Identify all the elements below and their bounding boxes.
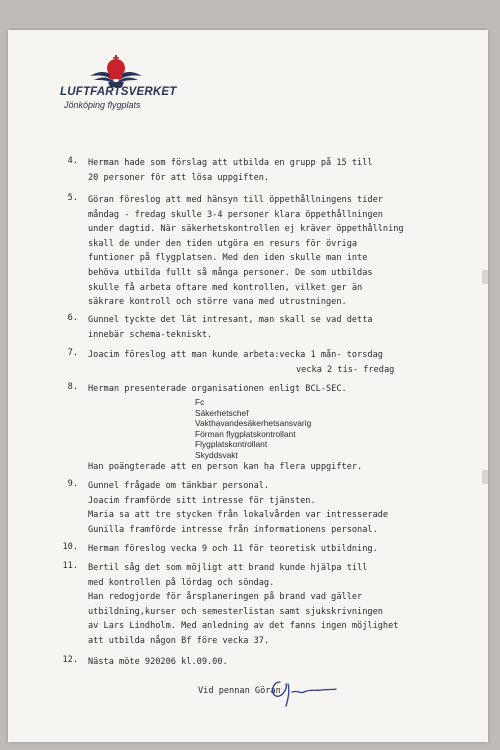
minutes-item-6 (67, 313, 373, 342)
minutes-item-5 (67, 193, 404, 310)
organisation-roles (195, 397, 311, 461)
item-line: måndag - fredag skulle 3-4 personer klara öppethållningen (88, 209, 383, 220)
item-number: 12. (62, 655, 78, 665)
minutes-item-4 (67, 156, 373, 185)
role-item: Fc (195, 397, 205, 407)
item-line: funtioner på flygplatsen. Med den iden skulle man inte (88, 253, 368, 264)
item-8-note (88, 460, 362, 475)
item-line: Gunnel frågade om tänkbar personal. (88, 481, 270, 491)
item-number: 8. (67, 382, 78, 392)
punch-hole (482, 470, 488, 484)
item-line: Herman föreslog vecka 9 och 11 för teoretisk utbildning. (88, 544, 378, 554)
item-line: Maria sa att tre stycken från lokalvården var intresserade (88, 510, 389, 521)
role-item: Förman flygplatskontrollant (195, 428, 296, 439)
item-number: 11. (62, 561, 78, 571)
item-line: Gunilla framförde intresse från informationens personal. (88, 524, 378, 535)
site-name: Jönköping flygplats (64, 100, 141, 110)
signature-text: Vid pennan Göran (198, 686, 281, 696)
item-line: Herman hade som förslag att utbilda en grupp på 15 till (88, 158, 373, 168)
item-number: 4. (67, 156, 78, 166)
item-line: med kontrollen på lördag och söndag. (88, 577, 275, 588)
punch-hole (482, 270, 488, 284)
role-item: Skyddsvakt (195, 449, 238, 460)
org-name: LUFTFARTSVERKET (60, 86, 177, 98)
item-line: under dagtid. När säkerhetskontrollen ej kräver öppethållning (88, 224, 404, 235)
minutes-item-10 (62, 542, 378, 557)
item-line: Han redogjorde för årsplaneringen på brand vad gäller (88, 592, 363, 603)
item-line: Joacim föreslog att man kunde arbeta:vecka 1 mån- torsdag (88, 350, 383, 360)
item-line: Gunnel tyckte det lät intresant, man skall se vad detta (88, 315, 373, 325)
item-line: skulle få arbeta oftare med kontrollen, vilket ger än (88, 282, 363, 293)
item-line: Joacim framförde sitt intresse för tjänsten. (88, 495, 316, 506)
role-item: Flygplatskontrollant (195, 439, 268, 450)
role-item: Vakthavandesäkerhetsansvarig (195, 418, 312, 429)
document-page (8, 30, 488, 742)
item-line: av Lars Lindholm. Med anledning av det fanns ingen möjlighet (88, 621, 399, 632)
item-number: 5. (67, 193, 78, 203)
minutes-item-11 (62, 561, 399, 649)
minutes-item-7 (67, 348, 395, 377)
schedule-line: vecka 2 tis- fredag (296, 364, 395, 375)
handwritten-signature (266, 676, 338, 708)
item-number: 9. (67, 479, 78, 489)
item-number: 7. (67, 348, 78, 358)
item-line: Nästa möte 920206 kl.09.00. (88, 657, 228, 667)
minutes-item-8 (67, 382, 347, 397)
item-line: utbildning,kurser och semesterlistan samt sjukskrivningen (88, 606, 383, 617)
item-line: Bertil såg det som möjligt att brand kunde hjälpa till (88, 563, 368, 573)
item-number: 10. (62, 542, 78, 552)
item-number: 6. (67, 313, 78, 323)
minutes-item-12 (62, 655, 228, 670)
item-line: Göran föreslog att med hänsyn till öppethållningens tider (88, 195, 383, 205)
item-line: Han poängterade att en person kan ha flera uppgifter. (88, 462, 363, 472)
item-line: skall de under den tiden utgöra en resurs för övriga (88, 238, 358, 249)
item-line: innebär schema-tekniskt. (88, 329, 213, 340)
minutes-item-9 (67, 479, 389, 537)
item-line: behöva utbilda fullt så många personer. De som utbildas (88, 267, 373, 278)
item-line: Herman presenterade organisationen enligt BCL-SEC. (88, 384, 347, 394)
item-line: att utbilda någon Bf före vecka 37. (88, 635, 270, 646)
item-line: säkrare kontroll och större vana med utrustningen. (88, 297, 347, 308)
item-line: 20 personer för att lösa uppgiften. (88, 172, 270, 183)
role-item: Säkerhetschef (195, 407, 249, 418)
